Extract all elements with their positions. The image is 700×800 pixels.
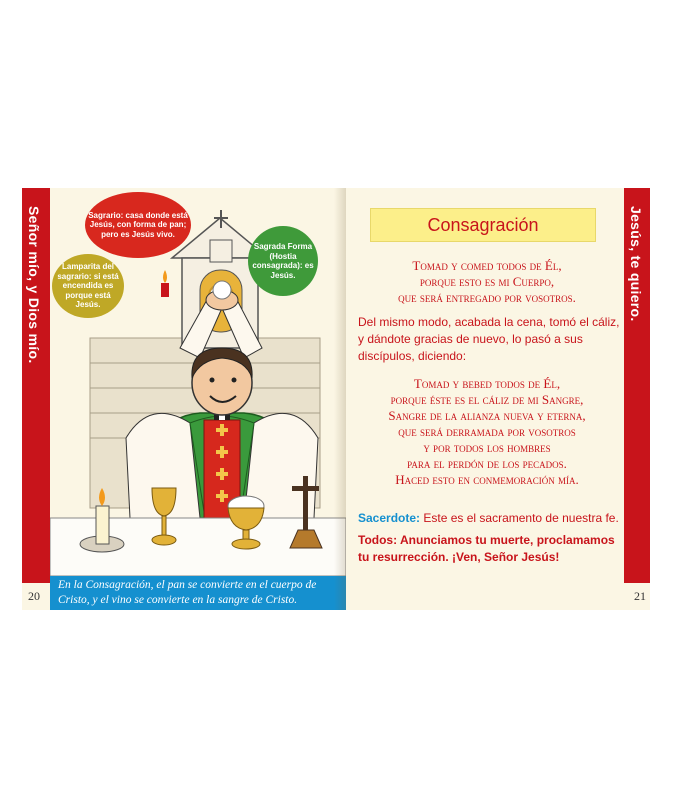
all-label: Todos: — [358, 533, 398, 547]
right-side-text: Jesús, te quiero. — [628, 206, 644, 322]
open-booklet — [22, 188, 650, 610]
wine-line-6: para el perdón de los pecados. — [407, 456, 567, 471]
wine-line-4: que será derramada por vosotros — [398, 424, 576, 439]
wine-line-1: Tomad y bebed todos de Él, — [413, 376, 561, 391]
words-of-institution-bread — [356, 258, 618, 306]
page-title: Consagración — [427, 215, 539, 235]
left-page — [22, 188, 346, 610]
wine-line-2: porque éste es el cáliz de mi Sangre, — [390, 392, 584, 407]
left-page-number: 20 — [28, 589, 40, 603]
bread-line-2: porque esto es mi Cuerpo, — [419, 274, 555, 289]
bread-line-1: Tomad y comed todos de Él, — [412, 258, 562, 273]
people-acclamation — [358, 532, 628, 566]
priest-label: Sacerdote: — [358, 511, 421, 525]
wine-line-3: Sangre de la alianza nueva y eterna, — [388, 408, 586, 423]
bubble-sagrario: Sagrario: casa donde está Jesús, con forma de pan; pero es Jesús vivo. — [85, 192, 191, 258]
bubble-sagrada-forma: Sagrada Forma (Hostia consagrada): es Jesús. — [248, 226, 318, 296]
priest-acclamation — [358, 510, 628, 527]
title-box — [370, 208, 596, 242]
right-page-number: 21 — [634, 589, 646, 603]
bubble-lamparita: Lamparita del sagrario: si está encendida es porque está Jesús. — [52, 254, 124, 318]
right-page — [346, 188, 650, 610]
caption-text: En la Consagración, el pan se convierte en el cuerpo de Cristo, y el vino se convierte en la sangre de Cristo. — [58, 579, 317, 606]
bread-line-3: que será entregado por vosotros. — [398, 290, 576, 305]
wine-line-7: Haced esto en conmemoración mía. — [395, 472, 579, 487]
priest-text: Este es el sacramento de nuestra fe. — [423, 511, 619, 525]
left-side-text: Señor mío, y Dios mío. — [26, 206, 42, 364]
wine-line-5: y por todos los hombres — [423, 440, 551, 455]
left-red-strip — [22, 188, 50, 583]
all-text: Anunciamos tu muerte, proclamamos tu resurrección. ¡Ven, Señor Jesús! — [358, 533, 615, 564]
caption-box — [50, 576, 346, 610]
words-of-institution-wine — [356, 376, 618, 488]
narrative-paragraph: Del mismo modo, acabada la cena, tomó el cáliz, y dándote gracias de nuevo, lo pasó a sus discípulos, diciendo: — [358, 315, 620, 363]
